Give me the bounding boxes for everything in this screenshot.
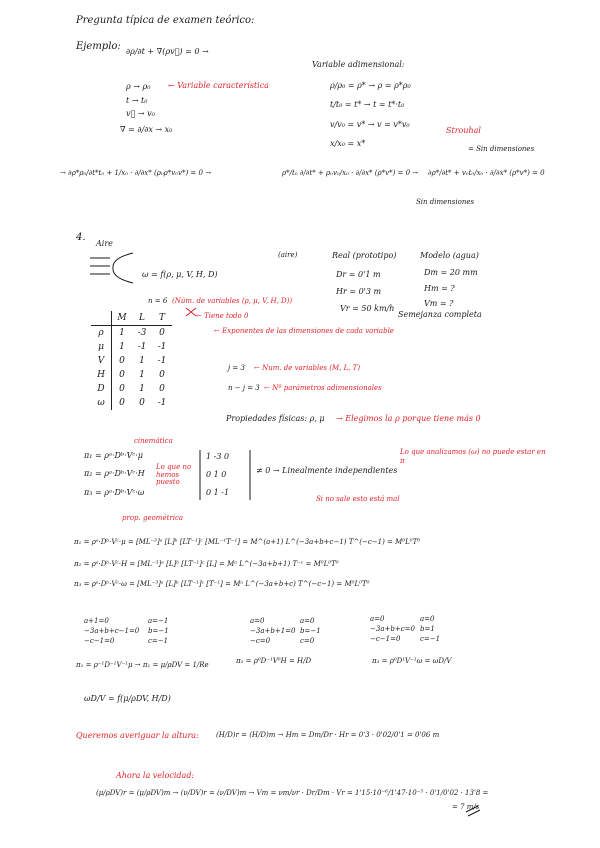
t-characteristic: t → t₀ (126, 96, 148, 105)
pi1-expansion: π₁ = ρᵃ·Dᵇ·Vᶜ·μ = [ML⁻³]ᵃ [L]ᵇ [LT⁻¹]ᶜ [ML⁻¹T⁻¹] = M^(a+1) L^(−3a+b+c−1) T^(−c−1) = M⁰L⁰T⁰ (74, 538, 421, 546)
determinant-row-2: 0 1 0 (206, 470, 227, 479)
v-characteristic: v⃗ → v₀ (126, 109, 155, 118)
system-3-sol: a=0 (420, 615, 435, 623)
model-d: Dm = 20 mm (424, 268, 478, 277)
sin-dimensiones-bottom: Sin dimensiones (416, 198, 475, 206)
propiedades-note: → Elegimos la ρ porque tiene más 0 (336, 414, 481, 423)
continuity-equation: ∂ρ/∂t + ∇(ρv⃗) = 0 → (126, 47, 209, 56)
system-3-sol: c=−1 (420, 635, 441, 644)
prop-geometrica-note: prop. geométrica (122, 514, 184, 522)
pi3-result: π₃ = ρ⁰D¹V⁻¹ω = ωD/V (372, 657, 452, 665)
matrix-cell: 0 (119, 384, 125, 394)
pi3-expansion: π₃ = ρᵃ·Dᵇ·Vᶜ·ω = [ML⁻³]ᵃ [L]ᵇ [LT⁻¹]ᶜ [T⁻¹] = Mᵃ L^(−3a+b+c) T^(−c−1) = M⁰L⁰T⁰ (74, 580, 370, 588)
matrix-cell: -1 (157, 398, 167, 408)
semejanza-completa: Semejanza completa (398, 310, 482, 319)
matrix-cell: -1 (157, 342, 167, 352)
cinematica-note: cinemática (134, 437, 173, 445)
system-3-sol: b=1 (420, 625, 435, 634)
col-model: Modelo (agua) (420, 251, 479, 260)
long-equation-b: ρ*/t₀ ∂/∂t* + ρ₀v₀/x₀ · ∂/∂x* (ρ*v*) = 0 → (282, 169, 419, 177)
sin-dimensiones-top: = Sin dimensiones (468, 145, 535, 153)
altura-label: Queremos averiguar la altura: (76, 731, 199, 740)
system-2-eq: −c=0 (250, 637, 271, 646)
matrix-cell: 1 (119, 342, 125, 352)
matrix-cell: 1 (119, 328, 125, 338)
system-2-sol: b=−1 (300, 627, 321, 636)
body-sketch (113, 253, 133, 283)
real-v: Vr = 50 km/h (340, 304, 395, 313)
j-equation: j = 3 (228, 364, 245, 372)
system-1-eq: a+1=0 (84, 617, 109, 625)
system-2-eq: −3a+b+1=0 (250, 627, 296, 636)
col-aire: (aire) (278, 251, 298, 259)
system-1-sol: b=−1 (148, 627, 169, 636)
system-1-eq: −3a+b+c−1=0 (84, 627, 140, 636)
matrix-cell: ω (91, 396, 112, 410)
matrix-cell: -1 (157, 356, 167, 366)
strouhal-label: Strouhal (446, 126, 481, 135)
matrix-cell: H (91, 368, 112, 382)
long-equation-c: ∂ρ*/∂t* + v₀t₀/x₀ · ∂/∂x* (ρ*v*) = 0 (428, 169, 545, 177)
determinant-result: ≠ 0 → Linealmente independientes (256, 466, 398, 475)
model-v: Vm = ? (424, 299, 454, 308)
matrix-cell: 0 (139, 398, 145, 408)
air-flow-arrows (90, 258, 110, 274)
real-d: Dr = 0'1 m (336, 270, 381, 279)
n-minus-j-equation: n − j = 3 (228, 384, 260, 392)
col-real: Real (prototipo) (332, 251, 397, 260)
problem-number: 4. (76, 232, 86, 243)
adim-t: t/t₀ = t* → t = t*·t₀ (330, 100, 405, 109)
system-1-sol: c=−1 (148, 637, 169, 646)
adim-title: Variable adimensional: (312, 60, 405, 69)
j-note: ← Num. de variables (M, L, T) (254, 364, 361, 372)
adim-x: x/x₀ = x* (330, 139, 366, 148)
lo-que-no-hemos-puesto: Lo que no hemos puesto (156, 463, 192, 487)
page-title: Pregunta típica de examen teórico: (76, 15, 255, 26)
pi2-result: π₂ = ρ⁰D⁻¹V⁰H = H/D (236, 657, 312, 665)
velocidad-equation: (μ/ρDV)r = (μ/ρDV)m → (ν/DV)r = (ν/DV)m → Vm = νm/νr · Dr/Dm · Vr = 1'15·10⁻⁶/1'47·10⁻⁵ · 0'1/0'02 · 13'8 = (96, 789, 489, 797)
tiene-todo-note: ← Tiene todo 0 (196, 312, 249, 320)
cross-out-mark (186, 308, 196, 316)
matrix-cell: -3 (137, 328, 147, 338)
system-3-eq: −c−1=0 (370, 635, 401, 644)
pi3-definition: π₃ = ρᵃ·Dᵇ·Vᶜ·ω (84, 488, 145, 497)
determinant-row-3: 0 1 -1 (206, 488, 230, 497)
exponentes-note: ← Exponentes de las dimensiones de cada variable (214, 327, 394, 335)
result-underline (466, 806, 480, 816)
n-variables-note: (Núm. de variables (ρ, μ, V, H, D)) (172, 297, 293, 305)
propiedades-fisicas: Propiedades físicas: ρ, μ (226, 414, 325, 423)
matrix-cell: 0 (119, 370, 125, 380)
matrix-cell: 0 (119, 356, 125, 366)
example-label: Ejemplo: (76, 41, 121, 52)
matrix-cell: 0 (159, 328, 165, 338)
pi2-definition: π₂ = ρᵃ·Dᵇ·Vᶜ·H (84, 469, 145, 478)
rho-characteristic-note: ← Variable característica (168, 81, 269, 90)
matrix-cell: 1 (139, 384, 145, 394)
matrix-header-cell: T (152, 311, 172, 326)
system-2-eq: a=0 (250, 617, 265, 625)
pi1-definition: π₁ = ρᵃ·Dᵇ·Vᶜ·μ (84, 451, 143, 460)
matrix-cell: 0 (159, 384, 165, 394)
matrix-cell: -1 (137, 342, 147, 352)
omega-function: ω = f(ρ, μ, V, H, D) (142, 270, 218, 279)
system-1-sol: a=−1 (148, 617, 169, 625)
pi1-result: π₁ = ρ⁻¹D⁻¹V⁻¹μ → π₁ = μ/ρDV = 1/Re (76, 661, 209, 669)
determinant-bars (200, 450, 250, 500)
n-variables: n = 6 (148, 297, 168, 305)
rho-characteristic: ρ → ρ₀ (126, 82, 151, 91)
matrix-cell: 0 (159, 370, 165, 380)
matrix-cell: 1 (139, 370, 145, 380)
matrix-cell: μ (91, 340, 112, 354)
determinant-row-1: 1 -3 0 (206, 452, 230, 461)
velocidad-result: = 7 m/s (452, 803, 480, 811)
matrix-header-cell: M (112, 311, 133, 326)
final-relation: ωD/V = f(μ/ρDV, H/D) (84, 694, 171, 703)
real-h: Hr = 0'3 m (336, 287, 382, 296)
aire-label: Aire (96, 239, 113, 248)
long-equation-a: → ∂ρ*ρ₀/∂t*t₀ + 1/x₀ · ∂/∂x* (ρ₀ρ*v₀v*) = 0 → (60, 169, 212, 177)
velocidad-label: Ahora la velocidad: (116, 771, 195, 780)
adim-v: v/v₀ = v* → v = v*v₀ (330, 120, 410, 129)
nabla-characteristic: ∇ = ∂/∂x → x₀ (120, 125, 173, 134)
altura-equation: (H/D)r = (H/D)m → Hm = Dm/Dr · Hr = 0'3 · 0'02/0'1 = 0'06 m (216, 731, 440, 739)
matrix-cell: V (91, 354, 112, 368)
si-no-sale-note: Si no sale esto está mal (316, 495, 400, 503)
lo-que-analizamos-note: Lo que analizamos (ω) no puede estar en π (400, 448, 546, 466)
system-3-eq: a=0 (370, 615, 385, 623)
system-3-eq: −3a+b+c=0 (370, 625, 415, 634)
matrix-cell: D (91, 382, 112, 396)
system-1-eq: −c−1=0 (84, 637, 115, 646)
matrix-header-cell: L (132, 311, 152, 326)
n-minus-j-note: ← Nº parámetros adimensionales (264, 384, 382, 392)
matrix-cell: 1 (139, 356, 145, 366)
adim-rho: ρ/ρ₀ = ρ* → ρ = ρ*ρ₀ (330, 81, 411, 90)
pi2-expansion: π₂ = ρᵃ·Dᵇ·Vᶜ·H = [ML⁻³]ᵃ [L]ᵇ [LT⁻¹]ᶜ [L] = Mᵃ L^(−3a+b+1) T⁻ᶜ = M⁰L⁰T⁰ (74, 560, 339, 568)
model-h: Hm = ? (424, 284, 455, 293)
matrix-cell: ρ (91, 326, 112, 341)
matrix-cell: 0 (119, 398, 125, 408)
system-2-sol: c=0 (300, 637, 315, 646)
system-2-sol: a=0 (300, 617, 315, 625)
